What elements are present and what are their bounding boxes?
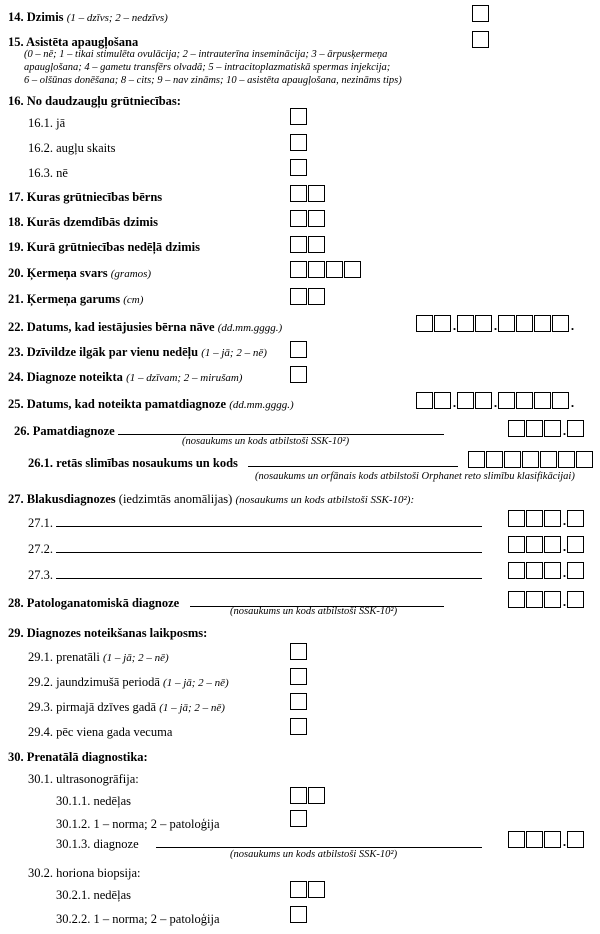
- q29-1: 29.1. prenatāli (1 – jā; 2 – nē): [28, 650, 169, 664]
- q15-boxes[interactable]: [472, 31, 490, 48]
- q18: 18. Kurās dzemdībās dzimis: [8, 215, 159, 229]
- q29-3-boxes[interactable]: [290, 693, 308, 710]
- q30-2: 30.2. horiona biopsija:: [28, 866, 141, 880]
- q24: 24. Diagnoze noteikta (1 – dzīvam; 2 – mirušam): [8, 370, 243, 384]
- q30-1: 30.1. ultrasonogrāfija:: [28, 772, 139, 786]
- q27-2-line[interactable]: [56, 552, 482, 553]
- q28-code-boxes[interactable]: .: [508, 591, 585, 608]
- q27-2-code-boxes[interactable]: .: [508, 536, 585, 553]
- q30-1-1: 30.1.1. nedēļas: [56, 794, 131, 808]
- q29-4-boxes[interactable]: [290, 718, 308, 735]
- q23-boxes[interactable]: [290, 341, 308, 358]
- q28: 28. Patologanatomiskā diagnoze: [8, 596, 180, 610]
- q26-note: (nosaukums un kods atbilstoši SSK-10²): [182, 436, 350, 447]
- q30-1-3: 30.1.3. diagnoze: [56, 837, 139, 851]
- q16-1: 16.1. jā: [28, 116, 66, 130]
- q29-2: 29.2. jaundzimušā periodā (1 – jā; 2 – nē): [28, 675, 229, 689]
- q16-1-boxes[interactable]: [290, 108, 308, 125]
- q30-1-2: 30.1.2. 1 – norma; 2 – patoloģija: [56, 817, 220, 831]
- q25-date-boxes[interactable]: . . .: [416, 392, 575, 409]
- q23: 23. Dzīvildze ilgāk par vienu nedēļu (1 – jā; 2 – nē): [8, 345, 267, 359]
- q26: 26. Pamatdiagnoze: [14, 424, 115, 438]
- q28-note: (nosaukums un kods atbilstoši SSK-10²): [230, 606, 398, 617]
- q27-2: 27.2.: [28, 542, 53, 556]
- q29-2-boxes[interactable]: [290, 668, 308, 685]
- q14-boxes[interactable]: [472, 5, 490, 22]
- q16-2: 16.2. augļu skaits: [28, 141, 116, 155]
- q21: 21. Ķermeņa garums (cm): [8, 292, 144, 306]
- q29-4: 29.4. pēc viena gada vecuma: [28, 725, 173, 739]
- q30-2-2-boxes[interactable]: [290, 906, 308, 923]
- q27-3: 27.3.: [28, 568, 53, 582]
- q15-hint-2: apaugļošana; 4 – gametu transfērs olvadā; 5 – intracitoplazmatiskā spermas injekcija;: [24, 62, 391, 73]
- q14: 14. Dzimis (1 – dzīvs; 2 – nedzīvs): [8, 10, 168, 24]
- q29-label: 29. Diagnozes noteikšanas laikposms:: [8, 626, 208, 640]
- q16-3: 16.3. nē: [28, 166, 68, 180]
- q22-date-boxes[interactable]: . . .: [416, 315, 575, 332]
- q16-3-boxes[interactable]: [290, 159, 308, 176]
- q19: 19. Kurā grūtniecības nedēļā dzimis: [8, 240, 201, 254]
- q30-1-3-line[interactable]: [156, 847, 482, 848]
- q27-1-line[interactable]: [56, 526, 482, 527]
- q21-boxes[interactable]: [290, 288, 326, 305]
- q26-1-line[interactable]: [248, 466, 458, 467]
- q15-hint-1: (0 – nē; 1 – tikai stimulēta ovulācija; 2 – intrauterīna inseminācija; 3 – ārpusķermeņa: [24, 49, 388, 60]
- q16-label: 16. No daudzaugļu grūtniecības:: [8, 94, 181, 108]
- q25: 25. Datums, kad noteikta pamatdiagnoze (dd.mm.gggg.): [8, 397, 294, 411]
- q27-3-code-boxes[interactable]: .: [508, 562, 585, 579]
- q15-label: 15. Asistēta apaugļošana: [8, 35, 139, 49]
- q18-boxes[interactable]: [290, 210, 326, 227]
- q27-1-code-boxes[interactable]: .: [508, 510, 585, 527]
- q26-1: 26.1. retās slimības nosaukums un kods: [28, 456, 238, 470]
- q30-1-3-note: (nosaukums un kods atbilstoši SSK-10²): [230, 849, 398, 860]
- q17-boxes[interactable]: [290, 185, 326, 202]
- q29-1-boxes[interactable]: [290, 643, 308, 660]
- q30-1-2-boxes[interactable]: [290, 810, 308, 827]
- q26-code-boxes[interactable]: .: [508, 420, 585, 437]
- q26-1-note: (nosaukums un orfānais kods atbilstoši Orphanet reto slimību klasifikācijai): [255, 471, 575, 482]
- q30-2-1: 30.2.1. nedēļas: [56, 888, 131, 902]
- q29-3: 29.3. pirmajā dzīves gadā (1 – jā; 2 – nē): [28, 700, 225, 714]
- q30-2-1-boxes[interactable]: [290, 881, 326, 898]
- q30-1-3-code-boxes[interactable]: .: [508, 831, 585, 848]
- q20-boxes[interactable]: [290, 261, 362, 278]
- q27-1: 27.1.: [28, 516, 53, 530]
- q26-1-code-boxes[interactable]: [468, 451, 594, 468]
- q30-2-2: 30.2.2. 1 – norma; 2 – patoloģija: [56, 912, 220, 926]
- q24-boxes[interactable]: [290, 366, 308, 383]
- q27-label: 27. Blakusdiagnozes (iedzimtās anomālijas) (nosaukums un kods atbilstoši SSK-10²):: [8, 492, 415, 506]
- q27-3-line[interactable]: [56, 578, 482, 579]
- q30-label: 30. Prenatālā diagnostika:: [8, 750, 148, 764]
- q30-1-1-boxes[interactable]: [290, 787, 326, 804]
- q15-hint-3: 6 – olšūnas donēšana; 8 – cits; 9 – nav zināms; 10 – asistēta apaugļošana, nezināms tips): [24, 75, 402, 86]
- q20: 20. Ķermeņa svars (gramos): [8, 266, 152, 280]
- q17: 17. Kuras grūtniecības bērns: [8, 190, 163, 204]
- q19-boxes[interactable]: [290, 236, 326, 253]
- q26-line[interactable]: [118, 434, 444, 435]
- q16-2-boxes[interactable]: [290, 134, 308, 151]
- q22: 22. Datums, kad iestājusies bērna nāve (dd.mm.gggg.): [8, 320, 283, 334]
